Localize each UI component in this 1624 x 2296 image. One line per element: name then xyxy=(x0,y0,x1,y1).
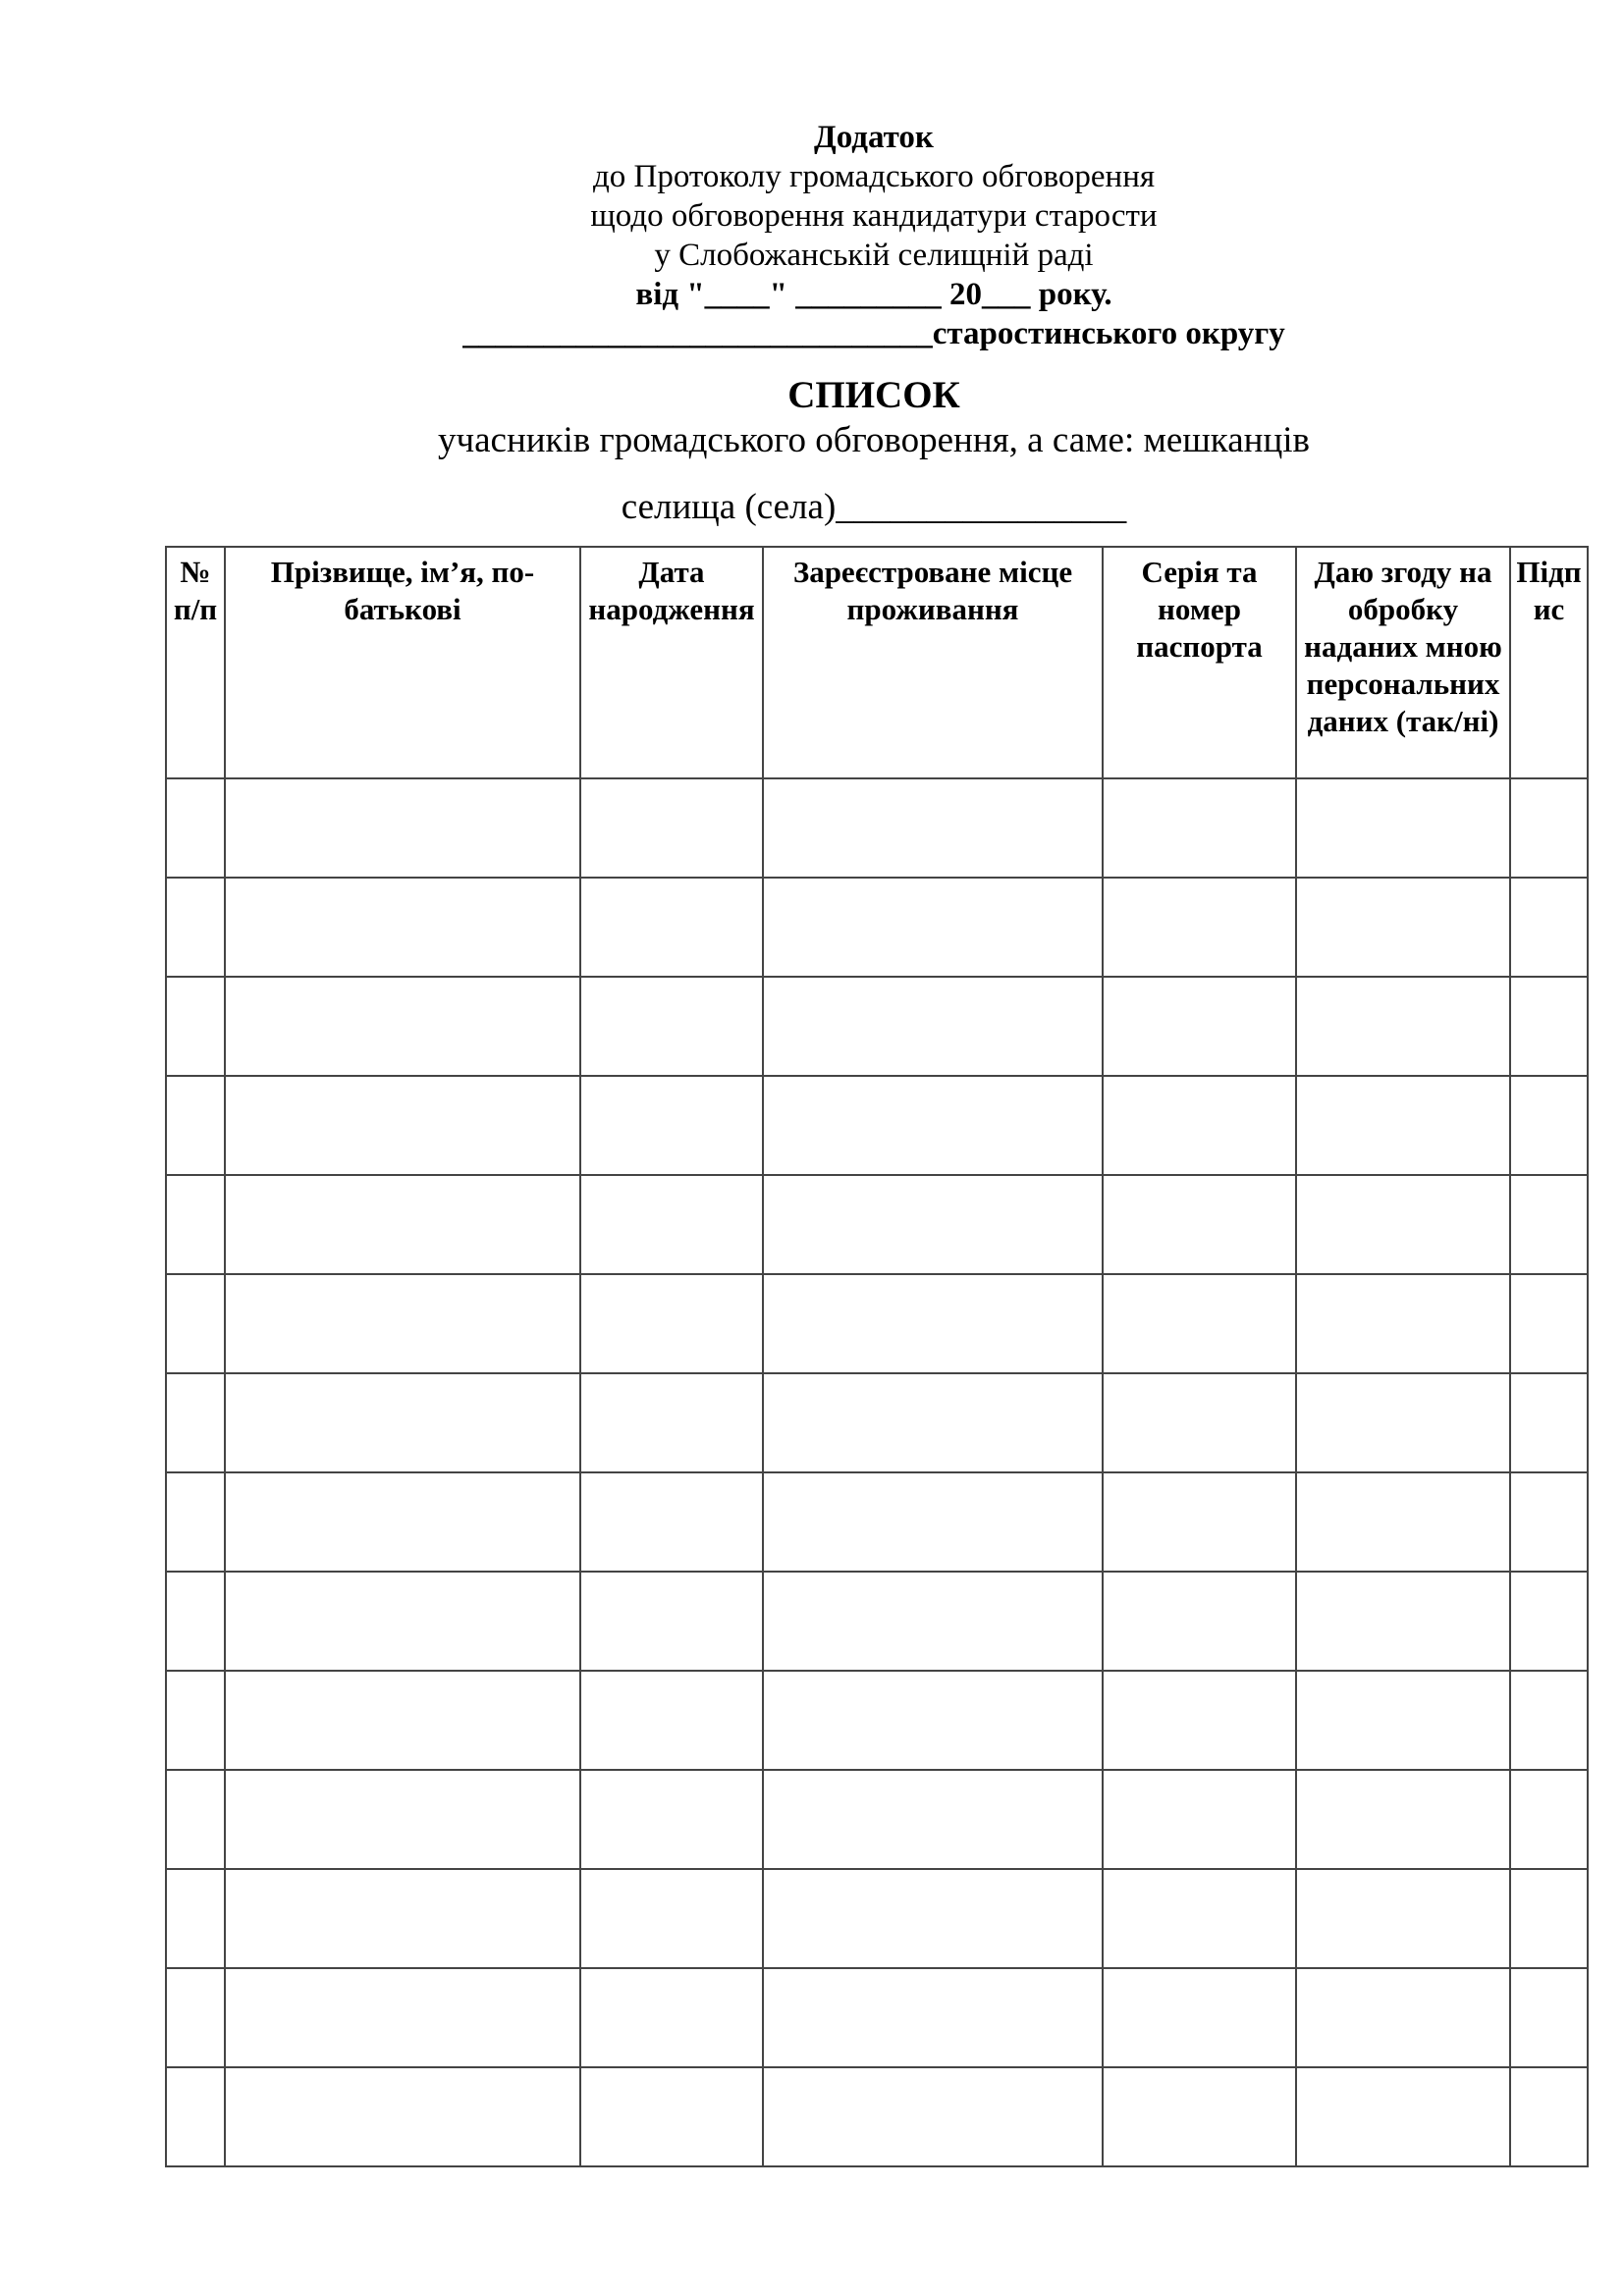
passport-cell xyxy=(1103,1869,1296,1968)
table-row xyxy=(166,1373,1588,1472)
birth-date-cell xyxy=(580,1968,763,2067)
number-cell xyxy=(166,1770,225,1869)
full-name-cell xyxy=(225,1373,580,1472)
number-cell xyxy=(166,1869,225,1968)
table-row xyxy=(166,1968,1588,2067)
passport-cell xyxy=(1103,1175,1296,1274)
birth-date-cell xyxy=(580,1869,763,1968)
birth-date-cell xyxy=(580,778,763,878)
address-cell xyxy=(763,878,1103,977)
signature-cell xyxy=(1510,1671,1588,1770)
number-cell xyxy=(166,1274,225,1373)
participants-table xyxy=(165,546,1589,2167)
table-row xyxy=(166,1175,1588,1274)
number-cell xyxy=(166,878,225,977)
table-row xyxy=(166,977,1588,1076)
signature-cell xyxy=(1510,1274,1588,1373)
consent-cell xyxy=(1296,1175,1510,1274)
header-line-2: щодо обговорення кандидатури старости xyxy=(590,198,1158,234)
full-name-cell xyxy=(225,1472,580,1572)
full-name-cell xyxy=(225,2067,580,2166)
passport-cell xyxy=(1103,1968,1296,2067)
header-line-1: до Протоколу громадського обговорення xyxy=(592,159,1156,194)
number-cell xyxy=(166,778,225,878)
table-row xyxy=(166,1572,1588,1671)
header-line-3: у Слобожанській селищній раді xyxy=(654,238,1094,273)
address-cell xyxy=(763,1373,1103,1472)
consent-cell xyxy=(1296,1472,1510,1572)
number-cell xyxy=(166,1572,225,1671)
consent-cell xyxy=(1296,1274,1510,1373)
table-row xyxy=(166,2067,1588,2166)
full-name-cell xyxy=(225,1175,580,1274)
table-row xyxy=(166,1770,1588,1869)
consent-cell xyxy=(1296,778,1510,878)
table-header-row xyxy=(166,547,1588,778)
consent-cell xyxy=(1296,1572,1510,1671)
signature-cell xyxy=(1510,1572,1588,1671)
table-row xyxy=(166,1671,1588,1770)
full-name-cell xyxy=(225,1274,580,1373)
document-subtitle: учасників громадського обговорення, а саме: мешканців xyxy=(438,420,1310,460)
signature-cell xyxy=(1510,1869,1588,1968)
address-cell xyxy=(763,1671,1103,1770)
passport-cell xyxy=(1103,1373,1296,1472)
signature-cell xyxy=(1510,2067,1588,2166)
consent-cell xyxy=(1296,1076,1510,1175)
signature-cell xyxy=(1510,778,1588,878)
number-cell xyxy=(166,2067,225,2166)
full-name-cell xyxy=(225,1671,580,1770)
passport-cell xyxy=(1103,878,1296,977)
consent-cell xyxy=(1296,1968,1510,2067)
birth-date-cell xyxy=(580,1175,763,1274)
consent-cell xyxy=(1296,1869,1510,1968)
table-row xyxy=(166,778,1588,878)
full-name-cell xyxy=(225,1968,580,2067)
column-header-full-name: Прізвище, ім’я, по-батькові xyxy=(225,547,580,778)
address-cell xyxy=(763,1472,1103,1572)
document-title: СПИСОК xyxy=(787,374,960,416)
signature-cell xyxy=(1510,878,1588,977)
passport-cell xyxy=(1103,977,1296,1076)
number-cell xyxy=(166,1472,225,1572)
table-row xyxy=(166,1274,1588,1373)
number-cell xyxy=(166,1968,225,2067)
birth-date-cell xyxy=(580,1671,763,1770)
birth-date-cell xyxy=(580,1572,763,1671)
signature-cell xyxy=(1510,1472,1588,1572)
district-line: _____________________________старостинського округу xyxy=(462,316,1285,351)
birth-date-cell xyxy=(580,1373,763,1472)
full-name-cell xyxy=(225,878,580,977)
address-cell xyxy=(763,1175,1103,1274)
settlement-line: селища (села)________________ xyxy=(621,487,1127,527)
column-header-birth-date: Дата народження xyxy=(580,547,763,778)
number-cell xyxy=(166,977,225,1076)
table-row xyxy=(166,878,1588,977)
column-header-signature: Підпис xyxy=(1510,547,1588,778)
address-cell xyxy=(763,2067,1103,2166)
signature-cell xyxy=(1510,1770,1588,1869)
address-cell xyxy=(763,778,1103,878)
signature-cell xyxy=(1510,1175,1588,1274)
number-cell xyxy=(166,1373,225,1472)
signature-cell xyxy=(1510,977,1588,1076)
passport-cell xyxy=(1103,2067,1296,2166)
full-name-cell xyxy=(225,1869,580,1968)
passport-cell xyxy=(1103,1671,1296,1770)
passport-cell xyxy=(1103,1770,1296,1869)
appendix-heading: Додаток xyxy=(814,120,934,155)
address-cell xyxy=(763,1968,1103,2067)
full-name-cell xyxy=(225,778,580,878)
number-cell xyxy=(166,1076,225,1175)
table-body xyxy=(166,778,1588,2166)
full-name-cell xyxy=(225,1076,580,1175)
number-cell xyxy=(166,1175,225,1274)
column-header-address: Зареєстроване місце проживання xyxy=(763,547,1103,778)
full-name-cell xyxy=(225,1572,580,1671)
passport-cell xyxy=(1103,778,1296,878)
birth-date-cell xyxy=(580,1770,763,1869)
birth-date-cell xyxy=(580,1076,763,1175)
passport-cell xyxy=(1103,1572,1296,1671)
passport-cell xyxy=(1103,1274,1296,1373)
birth-date-cell xyxy=(580,2067,763,2166)
consent-cell xyxy=(1296,1671,1510,1770)
passport-cell xyxy=(1103,1472,1296,1572)
signature-cell xyxy=(1510,1373,1588,1472)
table-row xyxy=(166,1076,1588,1175)
address-cell xyxy=(763,1869,1103,1968)
signature-cell xyxy=(1510,1968,1588,2067)
consent-cell xyxy=(1296,977,1510,1076)
address-cell xyxy=(763,1572,1103,1671)
consent-cell xyxy=(1296,1770,1510,1869)
birth-date-cell xyxy=(580,977,763,1076)
full-name-cell xyxy=(225,1770,580,1869)
address-cell xyxy=(763,1076,1103,1175)
birth-date-cell xyxy=(580,1472,763,1572)
column-header-number: № п/п xyxy=(166,547,225,778)
address-cell xyxy=(763,1274,1103,1373)
address-cell xyxy=(763,977,1103,1076)
column-header-passport: Серія та номер паспорта xyxy=(1103,547,1296,778)
column-header-consent: Даю згоду на обробку наданих мною персональних даних (так/ні) xyxy=(1296,547,1510,778)
date-line: від "____" _________ 20___ року. xyxy=(635,277,1112,312)
consent-cell xyxy=(1296,2067,1510,2166)
table-row xyxy=(166,1869,1588,1968)
passport-cell xyxy=(1103,1076,1296,1175)
full-name-cell xyxy=(225,977,580,1076)
number-cell xyxy=(166,1671,225,1770)
birth-date-cell xyxy=(580,878,763,977)
consent-cell xyxy=(1296,1373,1510,1472)
birth-date-cell xyxy=(580,1274,763,1373)
address-cell xyxy=(763,1770,1103,1869)
signature-cell xyxy=(1510,1076,1588,1175)
consent-cell xyxy=(1296,878,1510,977)
table-row xyxy=(166,1472,1588,1572)
